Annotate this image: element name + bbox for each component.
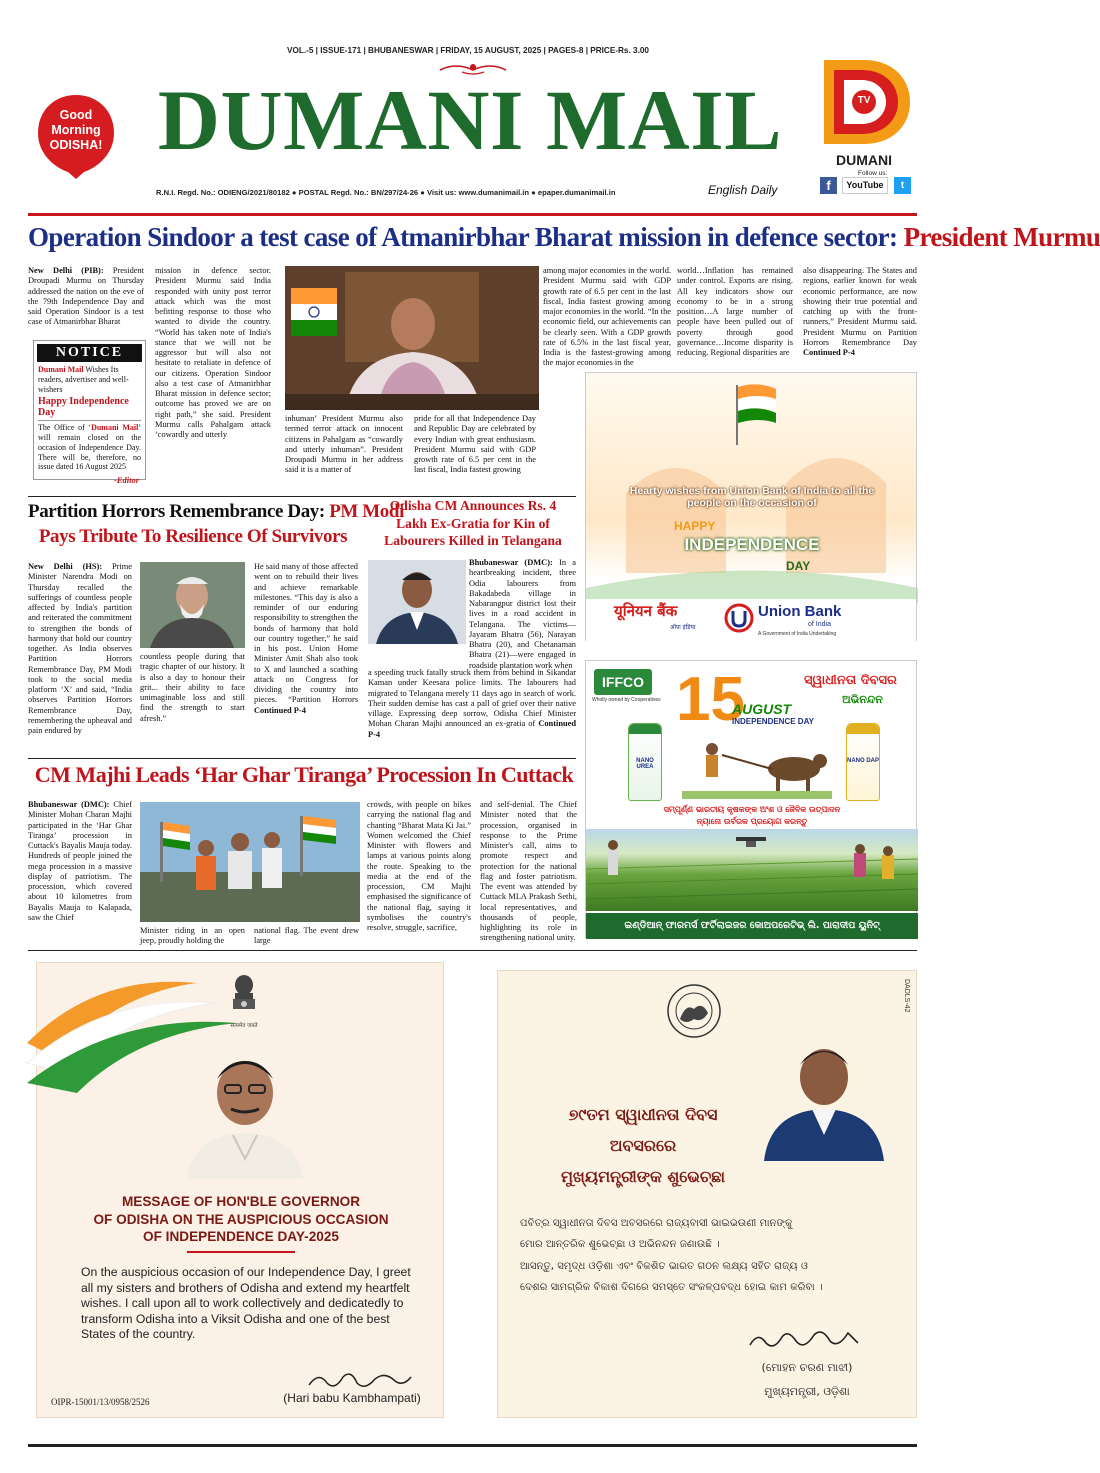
partition-headline-line2: Pays Tribute To Resilience Of Survivors — [38, 525, 348, 547]
governor-photo — [183, 1039, 307, 1179]
follow-us-label: Follow us: — [858, 170, 888, 177]
greeting-badge — [32, 92, 120, 180]
lead-continued[interactable]: Continued P-4 — [803, 348, 855, 357]
iffco-odia-line-1: ସମ୍ପୂର୍ଣ୍ଣ ଭାରତୀୟ କୃଷକଙ୍କ ଅଂଶ ଓ ଜୈବିକ ଉତ୍ପାଦନ — [663, 805, 841, 814]
iffco-brand-sub: Wholly owned by Cooperatives — [592, 697, 661, 703]
exgratia-continued[interactable]: Continued P-4 — [368, 719, 577, 739]
notice-title: NOTICE — [37, 344, 142, 362]
exgratia-dateline: Bhubaneswar (DMC): — [469, 558, 553, 567]
cm-majhi-photo — [368, 560, 466, 644]
tiranga-col-3: national flag. The event drew large — [254, 926, 359, 946]
iffco-fifteen: 15 — [676, 665, 745, 734]
lead-headline-accent: President Murmu — [903, 222, 1100, 252]
tiranga-col-5: and self-denial. The Chief Minister noted that the procession, organised in response to the Prime Minister's call, aims to promote respect and protection for the national flag and foster patriotism. The event was attended by Cuttack MLA Prakash Sethi, local representatives, and thousands of people, highlighting its role in strengthening national unity. — [480, 800, 577, 943]
union-bank-hindi: यूनियन बैंक — [614, 602, 678, 620]
governor-ad — [36, 962, 444, 1418]
ashoka-emblem-icon — [229, 973, 259, 1019]
partition-continued[interactable]: Continued P-4 — [254, 705, 306, 715]
exgratia-headline-2: Lakh Ex-Gratia for Kin of — [396, 515, 550, 531]
cm-ad-body-4: ଦେଶର ସାମଗ୍ରିକ ବିକାଶ ଦିଗରେ ସମସ୍ତେ ସଂକଳ୍ପବଦ୍ଧ ହୋଇ କାମ କରିବା । — [520, 1282, 823, 1294]
iffco-independence: INDEPENDENCE DAY — [732, 717, 814, 726]
union-bank-english: Union Bank — [758, 603, 842, 620]
nano-dap-bottle — [846, 723, 880, 801]
partition-col-3-text: He said many of those affected went on to rebuild their lives and achieve remarkable milestones. “This day is also a reminder of our enduring responsibility to strengthen the bonds of harmony that hold our country together,” he said in his post. Union Home Minister Amit Shah also took to X and launched a scathing attack on Congress for dividing the country into pieces. “Partition Horrors — [254, 562, 358, 705]
modi-photo — [140, 562, 245, 648]
partition-headline-accent: PM Modi — [329, 501, 404, 522]
partition-dateline: New Delhi (HS): — [28, 562, 103, 571]
exgratia-headline — [368, 497, 578, 550]
notice-body-pre: The Office of ‘ — [38, 423, 92, 433]
partition-col-2: countless people during that tragic chapter of our history. It is also a day to honour their grit... their ability to face unimaginable loss and still find the strength to start afresh.” — [140, 652, 245, 723]
lead-col-5: among major economies in the world. President Murmu said with GDP growth rate of 6.5 per cent in the last fiscal, India fastest growing among major economies in the world. “In the economic field, our achievements can be clearly seen. With a GDP growth rate of 6.5% in the last fiscal year, India is the fastest-growing among the major economies in the — [543, 266, 671, 368]
iffco-logo — [594, 669, 652, 695]
exgratia-headline-1: Odisha CM Announces Rs. 4 — [389, 498, 557, 513]
ads-top-rule — [28, 950, 917, 951]
independence-text: INDEPENDENCE — [684, 535, 820, 554]
tiranga-col-1 — [28, 800, 132, 923]
cm-ad-designation: ମୁଖ୍ୟମନ୍ତ୍ରୀ, ଓଡ଼ିଶା — [764, 1385, 850, 1398]
lead-col-4: pride for all that Independence Day and Republic Day are celebrated by every Indian with great enthusiasm. President Murmu said with GDP growth rate of 6.5 per cent in the last fiscal, India fastest growing — [414, 414, 536, 475]
union-bank-tagline: A Government of India Undertaking — [758, 631, 837, 637]
iffco-odia-title: ସ୍ୱାଧୀନତା ଦିବସର — [804, 673, 897, 688]
exgratia-full-text: a speeding truck fatally struck them from behind in Sikandar Kaman under Keesara police limits. The labourers had migrated to Telangana merely 11 days ago in search of work. Their sudden demise has cast a pall of grief over their native village. Expressing deep sorrow, Odisha Chief Minister Mohan Charan Majhi announced an ex-gratia of — [368, 668, 576, 729]
president-photo — [285, 266, 539, 410]
partition-headline — [28, 500, 404, 549]
masthead-regd-line: R.N.I. Regd. No.: ODIENG/2021/80182 ● POSTAL Regd. No.: BN/297/24-26 ● Visit us: www.dumanimail.in ● epaper.dumanimail.in — [156, 188, 616, 197]
cm-ad-body — [520, 1213, 900, 1299]
notice-wish: Wishes Its readers, advertiser and well-wishers — [38, 365, 129, 394]
youtube-label: YouTube — [846, 180, 884, 190]
iffco-august: AUGUST — [732, 701, 792, 717]
partition-col-3 — [254, 562, 358, 716]
cm-ad — [497, 970, 917, 1418]
day-text: DAY — [786, 559, 811, 573]
youtube-icon[interactable] — [842, 177, 888, 194]
governor-signature-icon — [305, 1367, 415, 1393]
iffco-footer: ଇଣ୍ଡିଆନ୍ ଫାରମର୍ସ ଫର୍ଟିଲାଇଜର କୋଅପରେଟିଭ୍ ଲି. ପାରାଦୀପ ୟୁନିଟ୍ — [586, 913, 918, 939]
union-bank-hindi-sub: ऑफ़ इंडिया — [670, 624, 696, 631]
governor-title-3: OF INDEPENDENCE DAY-2025 — [143, 1229, 339, 1245]
partition-col-1 — [28, 562, 132, 736]
notice-body-brand: Dumani Mail — [91, 423, 139, 433]
iffco-field-photo — [586, 829, 918, 911]
governor-ref: OIPR-15001/13/0958/2526 — [51, 1397, 150, 1407]
tiranga-col-1-text: Chief Minister Mohan Charan Majhi participated in the ‘Har Ghar Tiranga’ procession in Cuttack's Bayalis Mauja today. Hundreds of people joined the mega procession in a massive display of patriotism. The procession, which covered about 10 kilometres from Bayalis Mauja to Kalapada, saw the Chief — [28, 800, 132, 922]
cm-ad-title-1: ୭୯ତମ ସ୍ୱାଧୀନତା ଦିବସ — [568, 1105, 718, 1124]
dumani-tv-logo — [812, 52, 916, 152]
cm-ad-signatory: (ମୋହନ ଚରଣ ମାଝୀ) — [761, 1361, 853, 1374]
governor-title — [47, 1193, 435, 1246]
governor-title-1: MESSAGE OF HON'BLE GOVERNOR — [121, 1194, 361, 1209]
lead-dateline: New Delhi (PIB): — [28, 266, 104, 275]
tiranga-headline: CM Majhi Leads ‘Har Ghar Tiranga’ Procession In Cuttack — [34, 762, 574, 787]
iffco-brand: IFFCO — [602, 674, 644, 690]
notice-greeting: Happy Independence Day — [38, 396, 129, 419]
section-divider-2 — [28, 758, 576, 759]
masthead-subtitle: English Daily — [708, 183, 778, 197]
lead-col-2: mission in defence sector. President Murmu said India responded with unity post terror attack which was the most befitting response to those who wanted to divide the country. “World has taken note of India's stance that we will not be aggressor but will also not hesitate to retaliate in defence of our citizens. Operation Sindoor also a test case of Atmanirbhar Bharat mission in defence sector; outcome has proved we are on right path,” she said. President Murmu calls Pahalgam attack ‘cowardly and utterly — [155, 266, 271, 439]
facebook-icon[interactable]: f — [820, 177, 837, 194]
masthead-rule — [28, 213, 917, 216]
cm-ad-title-2: ଅବସରରେ — [609, 1136, 677, 1156]
greeting-line-1: Good — [59, 108, 93, 122]
tiranga-col-4: crowds, with people on bikes carrying the national flag and chanting “Bharat Mata Ki Jai.” Women welcomed the Chief Minister with flowers and lamps at various points along the route. Speaking to the media at the end of the procession, CM Majhi emphasised the significance of the national flag, saying it symbolises the country's resolve, struggle, sacrifice, — [367, 800, 471, 932]
exgratia-right-text: In a heartbreaking incident, three Odia labourers from Bakadabeda village in Nabarangpur district lost their lives in a road accident in Telangana. The victims—Jayaram Bhatra (56), Narayan Bhatra (20), and Chetanaman Bhatra (21)—were engaged in roadside plantation work when — [469, 558, 576, 670]
cm-ad-title-3: ମୁଖ୍ୟମନ୍ତ୍ରୀଙ୍କ ଶୁଭେଚ୍ଛା — [560, 1167, 726, 1187]
cm-signature-icon — [744, 1323, 864, 1355]
iffco-ad — [585, 660, 917, 938]
edition-line: VOL.-5 | ISSUE-171 | BHUBANESWAR | FRIDAY, 15 AUGUST, 2025 | PAGES-8 | PRICE-Rs. 3.00 — [287, 46, 649, 55]
iffco-odia-title-2: ଅଭିନନ୍ଦନ — [842, 693, 883, 706]
partition-col-1-text: Prime Minister Narendra Modi on Thursday recalled the sufferings of countless people affected by India's partition and reiterated the commitment to strengthen the bonds of harmony that hold our country together. As India observes Partition Horrors Remembrance Day, PM Modi took to the social media platform ‘X’ and said, “India observes Partition Horrors Remembrance Day, remembering the upheaval and pain endured by — [28, 562, 133, 735]
union-bank-logo-icon — [724, 603, 754, 633]
nano-dap-label: NANO DAP — [847, 758, 880, 764]
emblem-caption: सत्यमेव जयते — [230, 1023, 258, 1029]
tiranga-dateline: Bhubaneswar (DMC): — [28, 800, 110, 809]
masthead-title: DUMANI MAIL — [157, 72, 783, 168]
social-icons — [820, 177, 916, 195]
twitter-icon[interactable]: t — [894, 177, 911, 194]
governor-title-2: OF ODISHA ON THE AUSPICIOUS OCCASION — [93, 1211, 389, 1227]
governor-signatory: (Hari babu Kambhampati) — [283, 1391, 421, 1405]
iffco-odia-line-2: ନ୍ୟାନୋ ଉର୍ବରକ ପ୍ରୟୋଗ କରନ୍ତୁ — [696, 817, 808, 826]
cm-ad-body-1: ପବିତ୍ର ସ୍ୱାଧୀନତା ଦିବସ ଅବସରରେ ରାଜ୍ୟବାସୀ ଭାଇଭଉଣୀ ମାନଙ୍କୁ — [520, 1218, 793, 1229]
lead-col-7-text: also disappearing. The States and regions, earlier known for weak economic performance, are now showing their true potential and catching up with the front-runners,” President Murmu said. President Murmu on Partition Horrors Remembrance Day — [803, 266, 917, 347]
union-bank-english-sub: of India — [808, 621, 831, 628]
notice-body: ’ will remain closed on the occasion of Independence Day. There will be, therefore, no issue dated 16 August 2025 — [38, 423, 141, 472]
cm-ad-title — [518, 1099, 768, 1193]
union-bank-ad — [585, 372, 917, 641]
union-bank-footer — [586, 599, 916, 641]
greeting-line-2: Morning — [51, 122, 101, 137]
logo-brand-name: DUMANI — [836, 152, 892, 168]
lead-col-7 — [803, 266, 917, 358]
odisha-emblem-icon — [666, 983, 722, 1039]
governor-title-rule — [187, 1251, 295, 1253]
lead-col-1-text: President Droupadi Murmu on Thursday addressed the nation on the eve of the 79th Independence Day and said Operation Sindoor is a test case of Atmanirbhar Bharat — [28, 266, 144, 327]
nano-urea-label: NANO UREA — [636, 758, 654, 770]
cm-ad-body-2: ମୋର ଆନ୍ତରିକ ଶୁଭେଚ୍ଛା ଓ ଅଭିନନ୍ଦନ ଜଣାଉଛି । — [520, 1239, 720, 1251]
cm-ad-body-3: ଆସନ୍ତୁ, ସମୃଦ୍ଧ ଓଡ଼ିଶା ଏବଂ ବିକଶିତ ଭାରତ ଗଠନ ଲକ୍ଷ୍ୟ ସହିତ ରାଜ୍ୟ ଓ — [520, 1260, 808, 1272]
partition-headline-main: Partition Horrors Remembrance Day: — [28, 501, 325, 522]
greeting-line-3: ODISHA! — [49, 137, 103, 152]
tiranga-col-2: Minister riding in an open jeep, proudly holding the — [140, 926, 245, 946]
nano-urea-bottle — [628, 723, 662, 801]
notice-brand: Dumani Mail — [38, 365, 84, 374]
notice-box — [33, 340, 146, 485]
lead-col-1 — [28, 266, 144, 328]
exgratia-headline-3: Labourers Killed in Telangana — [384, 533, 562, 549]
cm-ad-ref: DADLS-42 — [903, 979, 910, 1013]
lead-col-3: inhuman’ President Murmu also termed terror attack on innocent citizens in Pahalgam as “cowardly and utterly inhuman”. President Droupadi Murmu in her address said it is a matter of — [285, 414, 403, 475]
lead-col-6: world…Inflation has remained under control. Exports are rising. All key indicators show our economy to be in a strong position…A large number of people have been pulled out of poverty through good governance…Income disparity is reducing. Regional disparities are — [677, 266, 793, 357]
tiranga-procession-photo — [140, 802, 360, 922]
happy-text: HAPPY — [674, 519, 716, 533]
notice-signature: -Editor — [113, 475, 139, 485]
exgratia-full — [368, 668, 576, 740]
lead-headline — [28, 222, 1100, 253]
governor-message: On the auspicious occasion of our Independence Day, I greet all my sisters and brothers of Odisha and extend my heartfelt wishes. I call upon all to work collectively and dedicatedly to transform Odisha into a Viksit Odisha and one of the best States of the country. — [81, 1265, 411, 1342]
logo-tv-text: TV — [857, 95, 871, 106]
union-bank-wish: Hearty wishes from Union Bank of India to all the people on the occasion of — [629, 485, 875, 509]
cm-ad-photo — [760, 1031, 888, 1161]
lead-headline-main: Operation Sindoor a test case of Atmanirbhar Bharat mission in defence sector: — [28, 222, 898, 252]
page-bottom-rule — [28, 1444, 917, 1447]
exgratia-col-right — [469, 558, 576, 671]
